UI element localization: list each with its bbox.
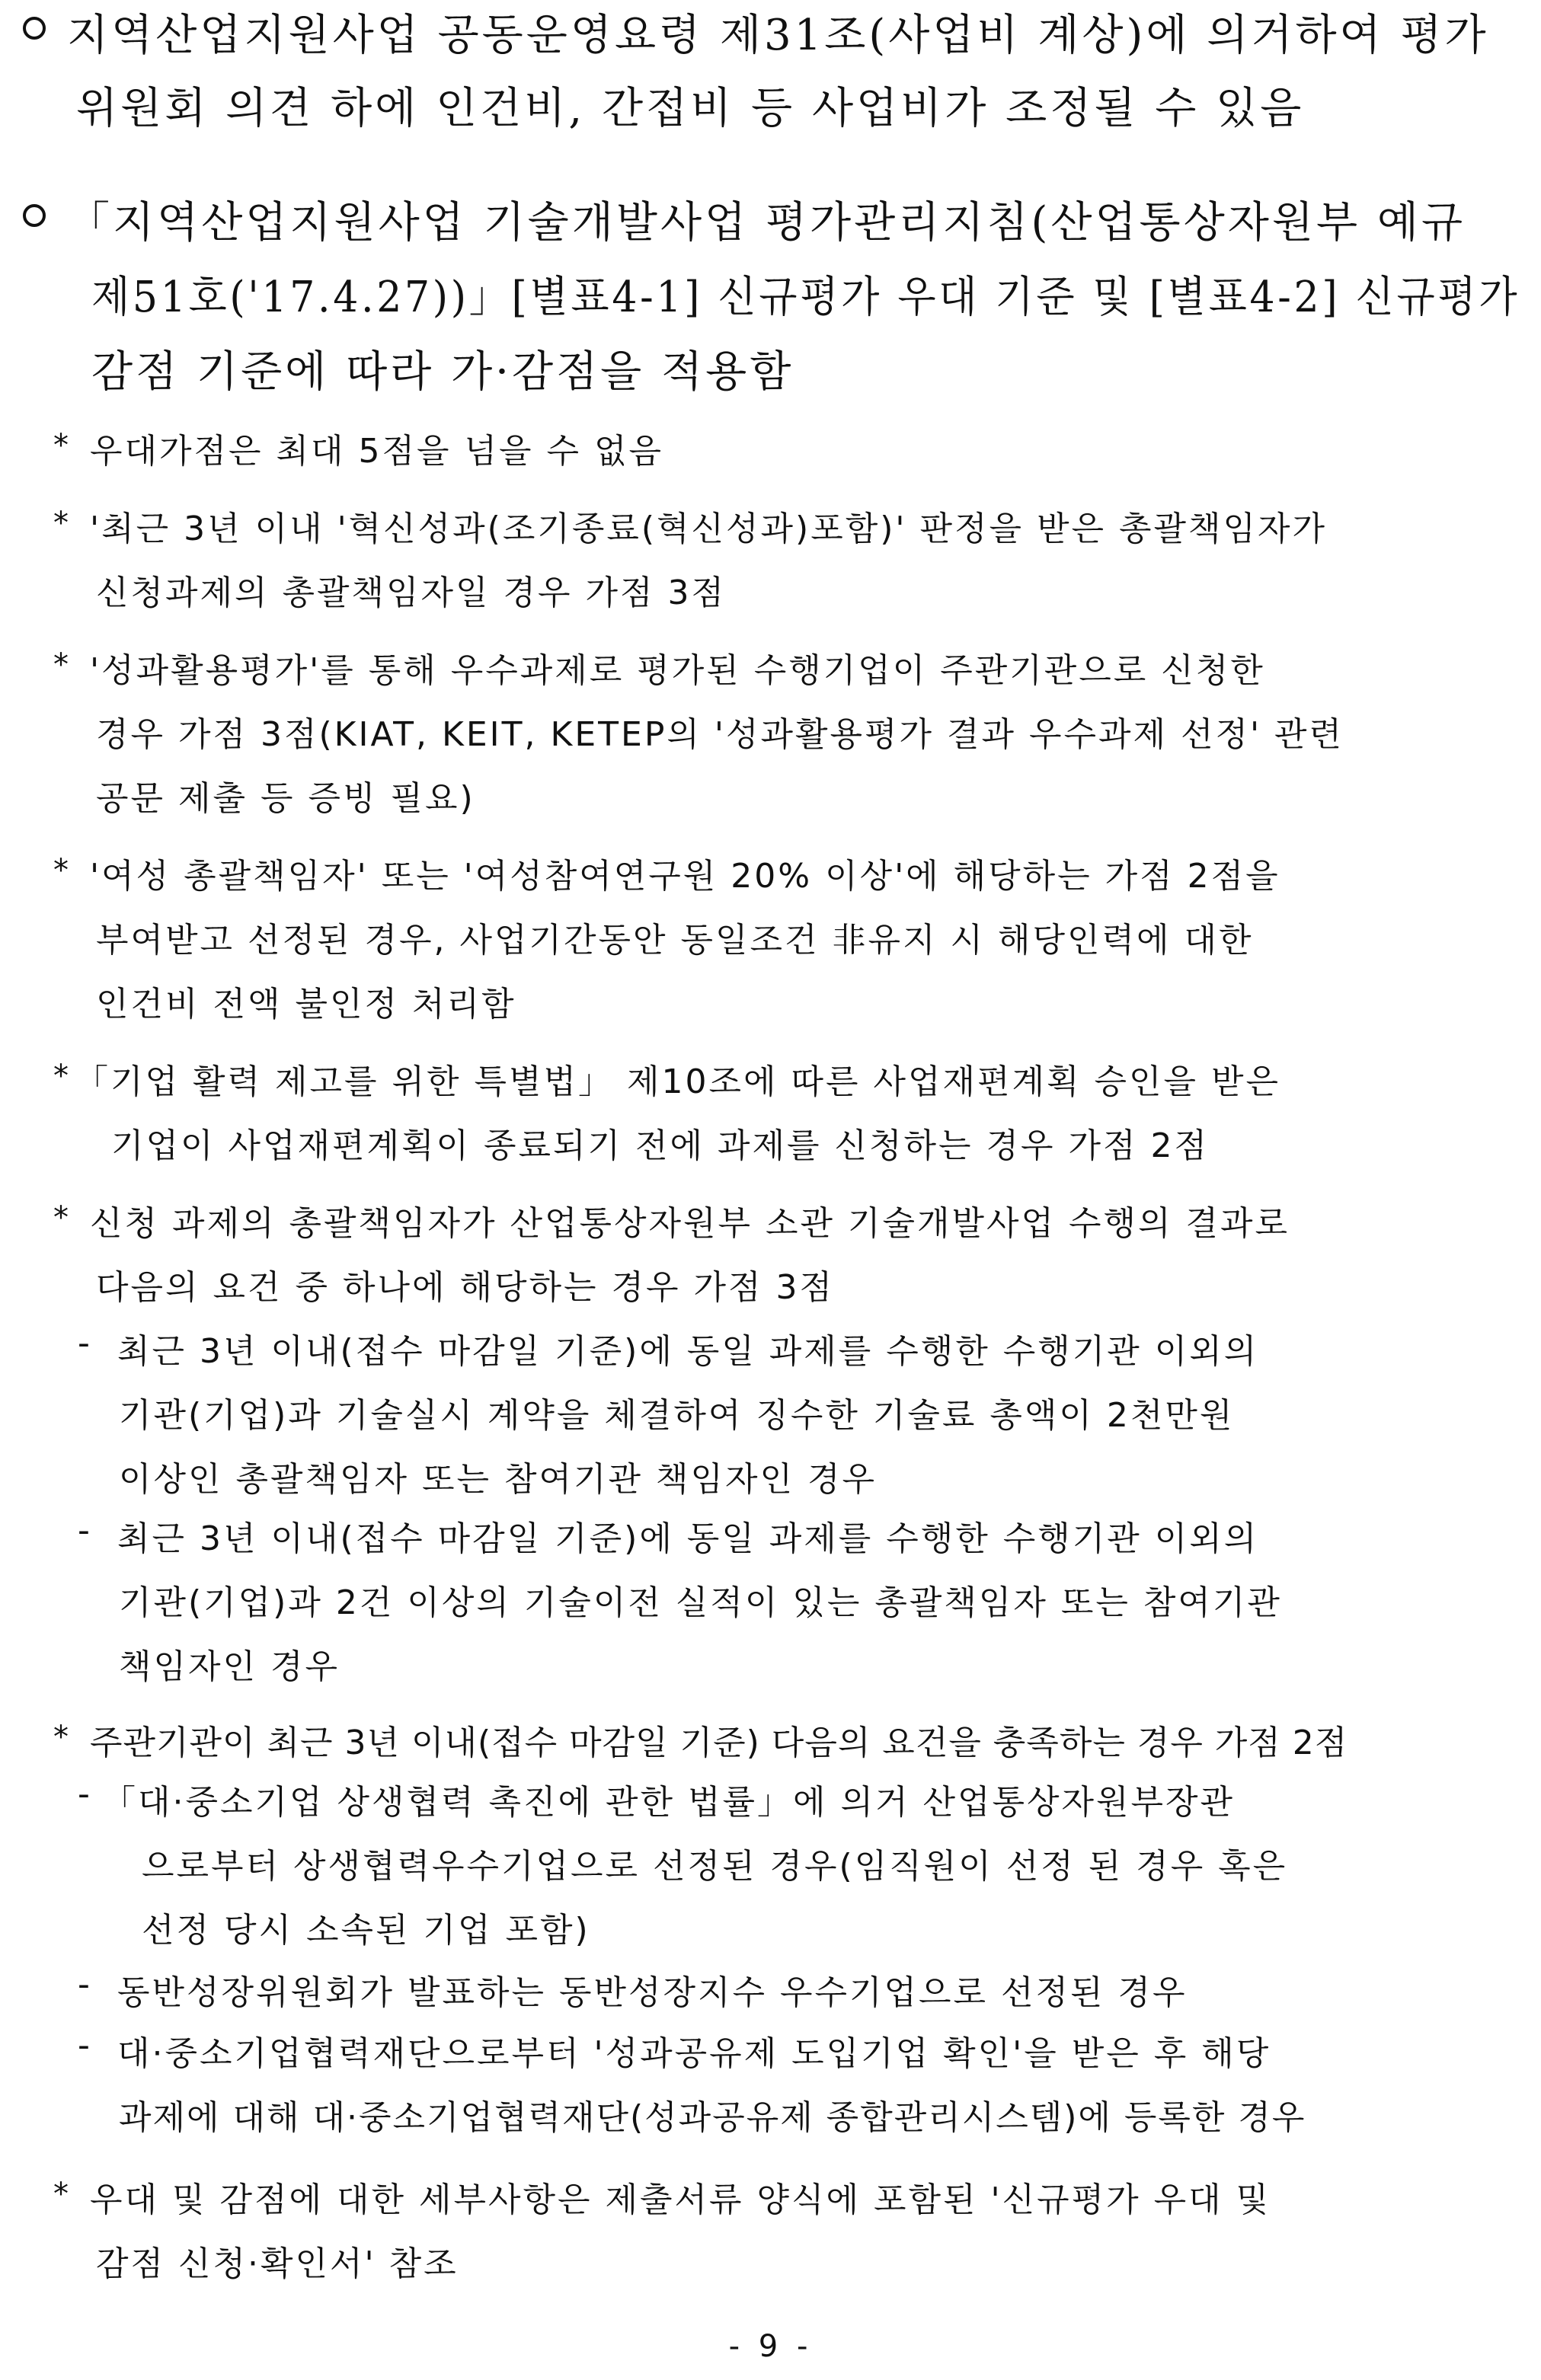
- item-7-line-3: 책임자인 경우: [119, 1647, 340, 1686]
- asterisk-bullet-icon: *: [53, 1200, 69, 1235]
- item-3-line-1: '여성 총괄책임자' 또는 '여성참여연구원 20% 이상'에 해당하는 가점 2점을: [90, 857, 1280, 896]
- item-11-line-2: 과제에 대해 대·중소기업협력재단(성과공유제 종합관리시스템)에 등록한 경우: [119, 2098, 1306, 2137]
- item-7-line-2: 기관(기업)과 2건 이상의 기술이전 실적이 있는 총괄책임자 또는 참여기관: [119, 1583, 1282, 1622]
- circle-bullet-icon: [23, 204, 46, 227]
- paragraph-2-line-3: 감점 기준에 따라 가·감점을 적용함: [91, 347, 794, 397]
- item-5-line-2: 다음의 요건 중 하나에 해당하는 경우 가점 3점: [96, 1268, 834, 1307]
- item-5-line-1: 신청 과제의 총괄책임자가 산업통상자원부 소관 기술개발사업 수행의 결과로: [90, 1204, 1290, 1243]
- item-6-line-3: 이상인 총괄책임자 또는 참여기관 책임자인 경우: [119, 1460, 878, 1499]
- asterisk-bullet-icon: *: [53, 2177, 69, 2212]
- paragraph-2-line-1: 「지역산업지원사업 기술개발사업 평가관리지침(산업통상자원부 예규: [67, 198, 1466, 248]
- item-1-line-1: '최근 3년 이내 '혁신성과(조기종료(혁신성과)포함)' 판정을 받은 총괄책임자가: [90, 510, 1327, 548]
- item-10-line-1: 동반성장위원회가 발표하는 동반성장지수 우수기업으로 선정된 경우: [117, 1973, 1188, 2012]
- item-2-line-3: 공문 제출 등 증빙 필요): [96, 779, 475, 818]
- asterisk-bullet-icon: *: [53, 647, 69, 682]
- dash-bullet-icon: -: [78, 1775, 90, 1813]
- dash-bullet-icon: -: [78, 2026, 90, 2065]
- item-12-line-1: 우대 및 감점에 대한 세부사항은 제출서류 양식에 포함된 '신규평가 우대 및: [90, 2180, 1271, 2219]
- item-6-line-2: 기관(기업)과 기술실시 계약을 체결하여 징수한 기술료 총액이 2천만원: [119, 1396, 1235, 1435]
- asterisk-bullet-icon: *: [53, 1059, 69, 1094]
- item-3-line-2: 부여받고 선정된 경우, 사업기간동안 동일조건 非유지 시 해당인력에 대한: [96, 921, 1254, 960]
- item-9-line-2: 으로부터 상생협력우수기업으로 선정된 경우(임직원이 선정 된 경우 혹은: [142, 1847, 1288, 1886]
- dash-bullet-icon: -: [78, 1324, 90, 1363]
- asterisk-bullet-icon: *: [53, 1720, 69, 1755]
- paragraph-1-line-2: 위원회 의견 하에 인건비, 간접비 등 사업비가 조정될 수 있음: [76, 84, 1305, 133]
- dash-bullet-icon: -: [78, 1511, 90, 1550]
- item-11-line-1: 대·중소기업협력재단으로부터 '성과공유제 도입기업 확인'을 받은 후 해당: [117, 2034, 1271, 2073]
- item-12-line-2: 감점 신청·확인서' 참조: [96, 2244, 459, 2283]
- item-2-line-2: 경우 가점 3점(KIAT, KEIT, KETEP의 '성과활용평가 결과 우수과제 선정' 관련: [96, 715, 1344, 754]
- item-8-line-1: 주관기관이 최근 3년 이내(접수 마감일 기준) 다음의 요건을 충족하는 경우 가점 2점: [90, 1724, 1348, 1762]
- asterisk-bullet-icon: *: [53, 506, 69, 541]
- item-2-line-1: '성과활용평가'를 통해 우수과제로 평가된 수행기업이 주관기관으로 신청한: [90, 651, 1265, 690]
- asterisk-bullet-icon: *: [53, 853, 69, 888]
- paragraph-1-line-1: 지역산업지원사업 공동운영요령 제31조(사업비 계상)에 의거하여 평가: [67, 11, 1489, 60]
- paragraph-2-line-2: 제51호('17.4.27))」[별표4-1] 신규평가 우대 기준 및 [별표4-2] 신규평가: [91, 273, 1520, 322]
- item-9-line-3: 선정 당시 소속된 기업 포함): [142, 1911, 590, 1950]
- page-number: - 9 -: [728, 2329, 813, 2364]
- dash-bullet-icon: -: [78, 1965, 90, 2004]
- item-4-line-2: 기업이 사업재편계획이 종료되기 전에 과제를 신청하는 경우 가점 2점: [111, 1126, 1209, 1165]
- asterisk-bullet-icon: *: [53, 428, 69, 463]
- item-6-line-1: 최근 3년 이내(접수 마감일 기준)에 동일 과제를 수행한 수행기관 이외의: [117, 1332, 1259, 1371]
- circle-bullet-icon: [23, 17, 46, 40]
- item-9-line-1: 「대·중소기업 상생협력 촉진에 관한 법률」에 의거 산업통상자원부장관: [102, 1783, 1236, 1822]
- item-3-line-3: 인건비 전액 불인정 처리함: [96, 985, 516, 1024]
- item-4-line-1: 「기업 활력 제고를 위한 특별법」 제10조에 따른 사업재편계획 승인을 받은: [75, 1062, 1280, 1101]
- item-0-line-1: 우대가점은 최대 5점을 넘을 수 없음: [90, 432, 663, 471]
- item-1-line-2: 신청과제의 총괄책임자일 경우 가점 3점: [96, 573, 727, 612]
- item-7-line-1: 최근 3년 이내(접수 마감일 기준)에 동일 과제를 수행한 수행기관 이외의: [117, 1519, 1259, 1558]
